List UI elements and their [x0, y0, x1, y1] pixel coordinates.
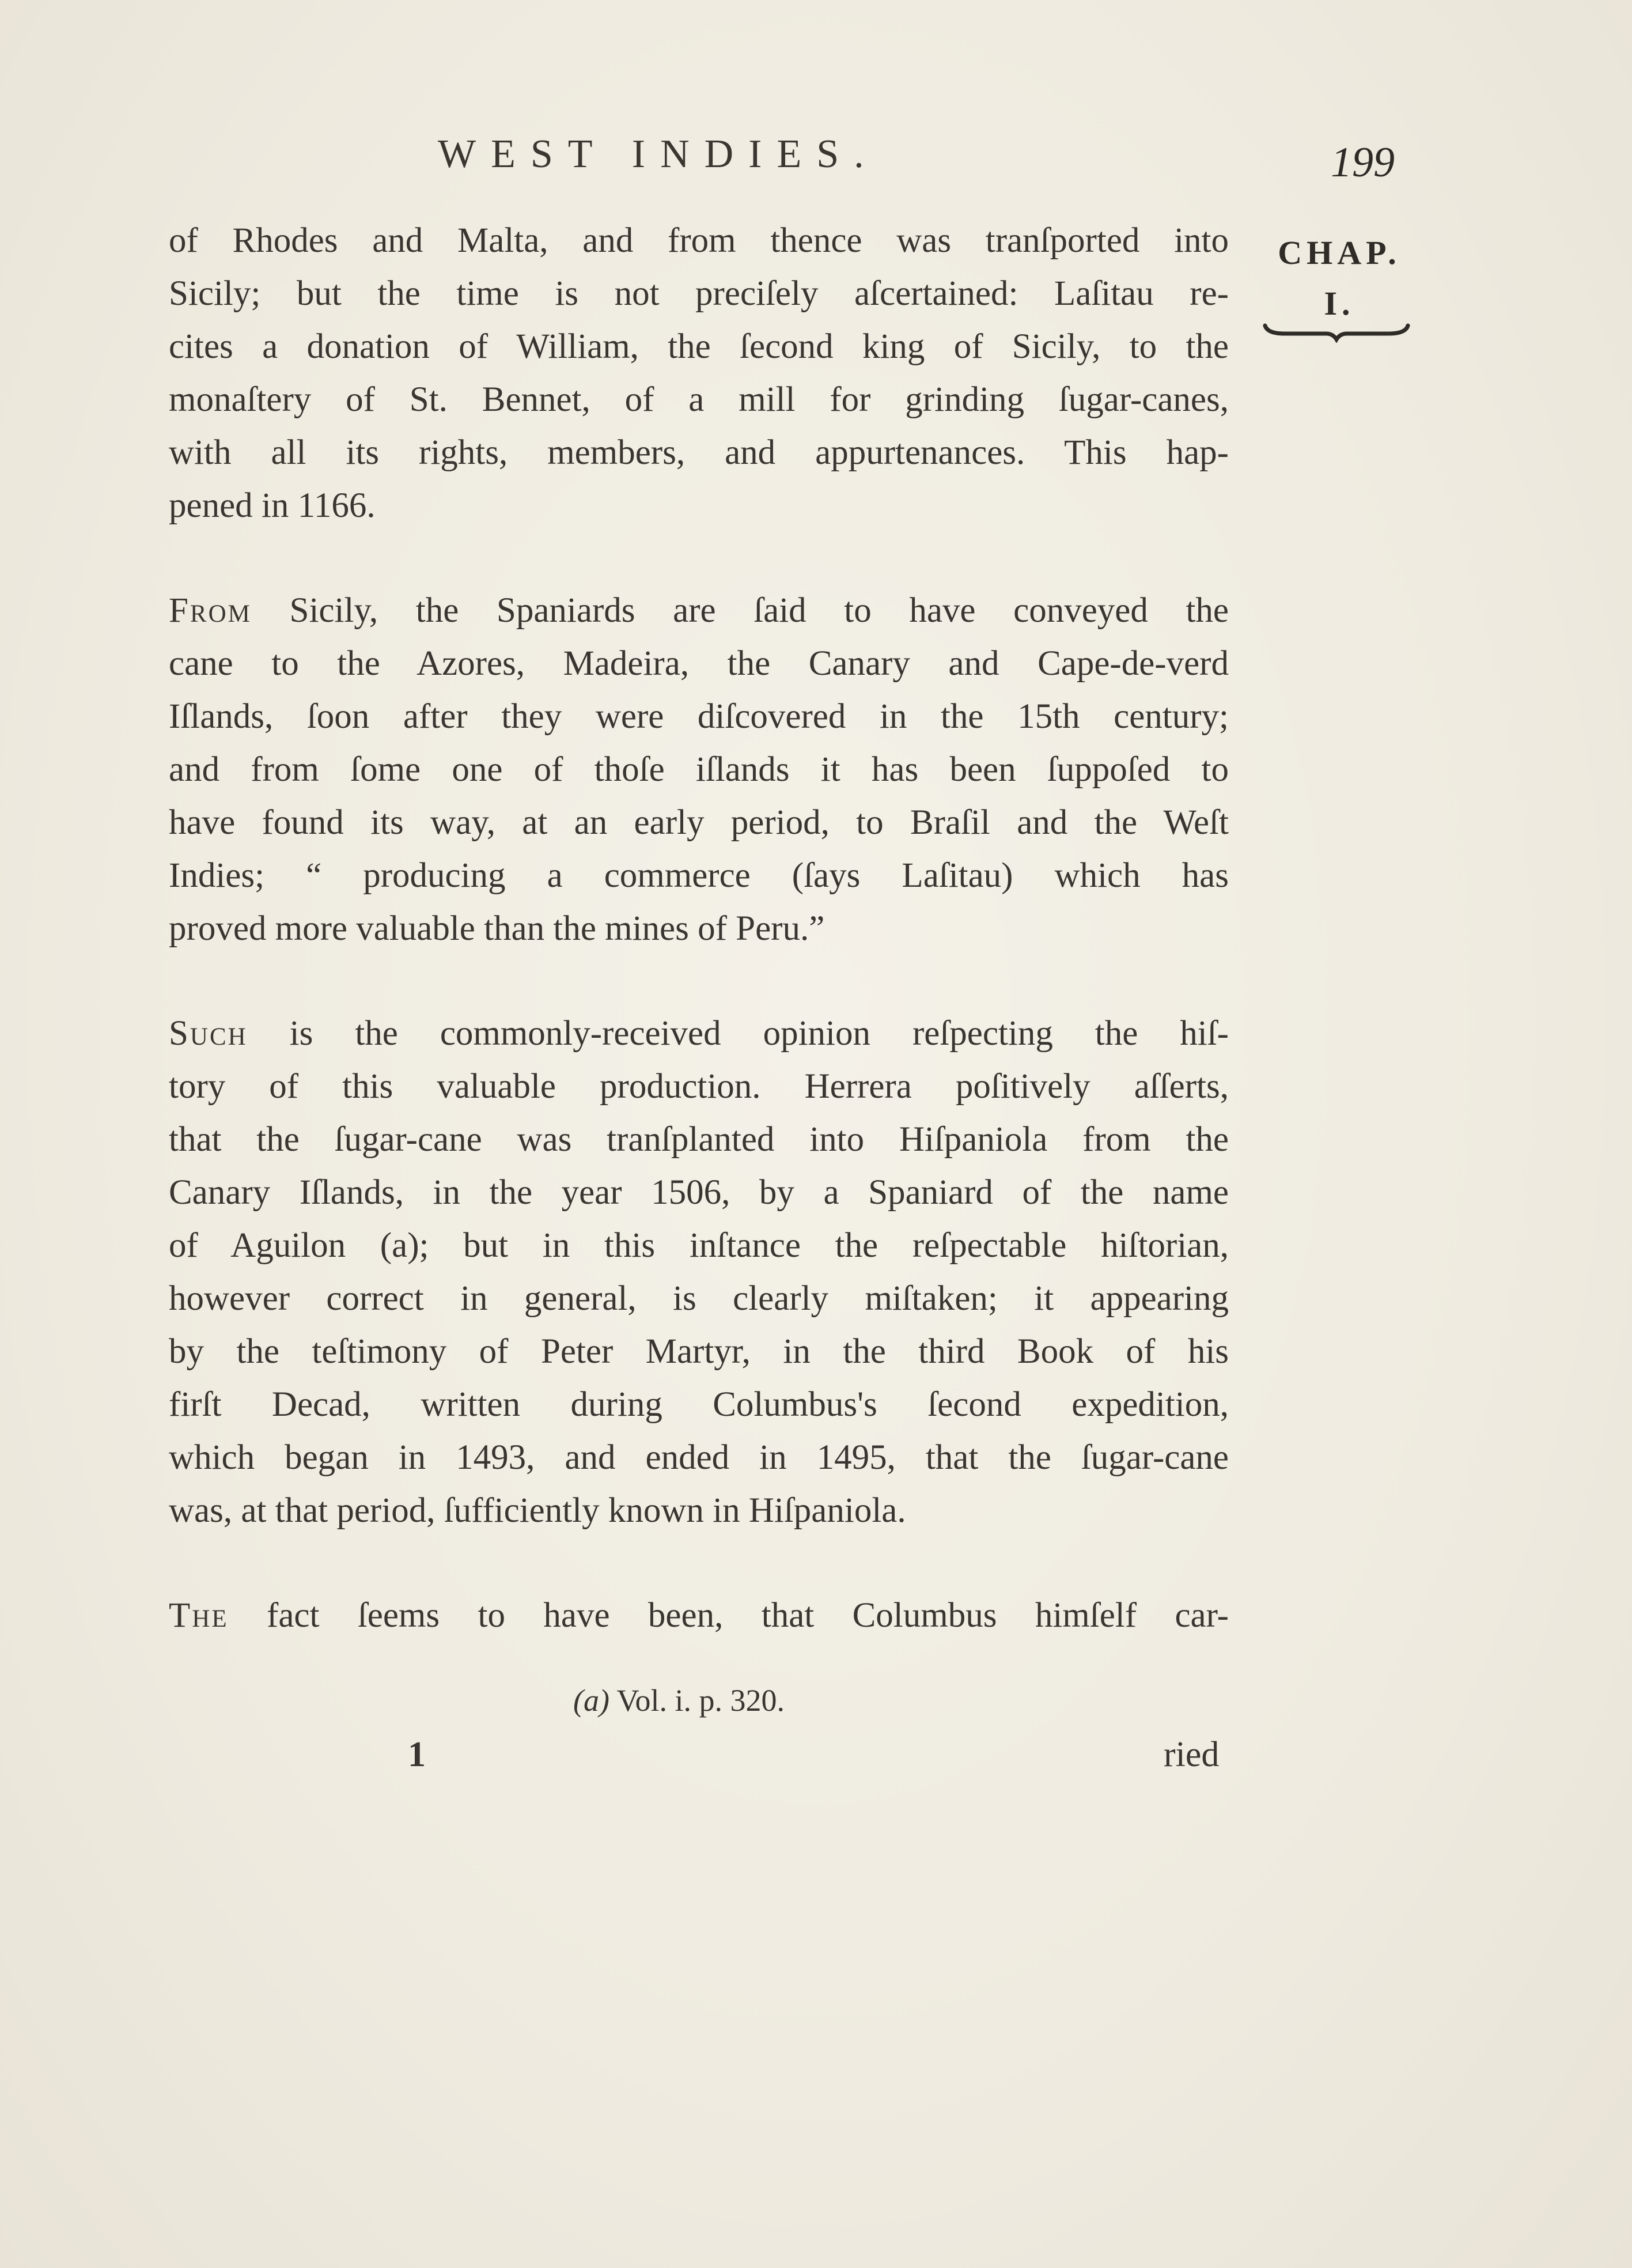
footnote-text: Vol. i. p. 320. [609, 1683, 785, 1718]
text-line-rest: Sicily, the Spaniards are ſaid to have conveyed the [251, 591, 1229, 630]
footnote-mark: (a) [573, 1683, 609, 1718]
main-text [169, 214, 1229, 1642]
lead-word: From [169, 591, 252, 630]
paragraph-gap [169, 1537, 1229, 1589]
text-line: that the ſugar-cane was tranſplanted into Hiſpaniola from the [169, 1120, 1229, 1159]
margin-note-chapter: CHAP. [1278, 234, 1401, 271]
catchword: ried [1164, 1735, 1220, 1774]
text-line: of Rhodes and Malta, and from thence was tranſported into [169, 221, 1229, 260]
text-line-first [169, 1589, 1229, 1642]
lead-word: Such [169, 1014, 248, 1053]
text-line: of Aguilon (a); but in this inſtance the reſpectable hiſtorian, [169, 1226, 1229, 1265]
paragraph-1 [169, 214, 1229, 532]
paragraph-gap [169, 955, 1229, 1007]
text-line-rest: fact ſeems to have been, that Columbus himſelf car- [228, 1596, 1229, 1635]
text-line: Indies; “ producing a commerce (ſays Laſitau) which has [169, 856, 1229, 895]
text-line-rest: is the commonly-received opinion reſpecting the hiſ- [247, 1014, 1229, 1053]
text-line: by the teſtimony of Peter Martyr, in the third Book of his [169, 1332, 1229, 1371]
text-line: however correct in general, is clearly miſtaken; it appearing [169, 1279, 1229, 1318]
text-line-first [169, 584, 1229, 637]
paragraph-gap [169, 532, 1229, 584]
text-line: Canary Iſlands, in the year 1506, by a Spaniard of the name [169, 1173, 1229, 1212]
running-title: WEST INDIES. [438, 132, 879, 176]
margin-note-number: I. [1324, 285, 1355, 322]
text-line: which began in 1493, and ended in 1495, that the ſugar-cane [169, 1438, 1229, 1477]
text-line: tory of this valuable production. Herrera poſitively aſſerts, [169, 1067, 1229, 1106]
text-line: and from ſome one of thoſe iſlands it has been ſuppoſed to [169, 750, 1229, 789]
text-line: have found its way, at an early period, to Braſil and the Weſt [169, 803, 1229, 842]
text-line: with all its rights, members, and appurtenances. This hap- [169, 433, 1229, 472]
text-line: cites a donation of William, the ſecond king of Sicily, to the [169, 327, 1229, 366]
page-number: 199 [1331, 139, 1395, 186]
text-line-first [169, 1007, 1229, 1060]
paragraph-4 [169, 1589, 1229, 1642]
text-line: cane to the Azores, Madeira, the Canary and Cape-de-verd [169, 644, 1229, 683]
margin-note [1259, 228, 1420, 329]
lead-word: The [169, 1596, 229, 1635]
signature-mark: 1 [408, 1735, 426, 1774]
text-line: was, at that period, ſufficiently known in Hiſpaniola. [169, 1491, 906, 1530]
text-line: pened in 1166. [169, 486, 376, 525]
text-line: firſt Decad, written during Columbus's ſecond expedition, [169, 1385, 1229, 1424]
margin-brace-ornament [1262, 320, 1411, 343]
text-line: Iſlands, ſoon after they were diſcovered in the 15th century; [169, 697, 1229, 736]
text-line: monaſtery of St. Bennet, of a mill for grinding ſugar-canes, [169, 380, 1229, 419]
footnote [573, 1683, 785, 1718]
text-line: proved more valuable than the mines of Peru.” [169, 909, 825, 948]
paragraph-3 [169, 1007, 1229, 1537]
paragraph-2 [169, 584, 1229, 955]
text-line: Sicily; but the time is not preciſely aſcertained: Laſitau re- [169, 274, 1229, 313]
